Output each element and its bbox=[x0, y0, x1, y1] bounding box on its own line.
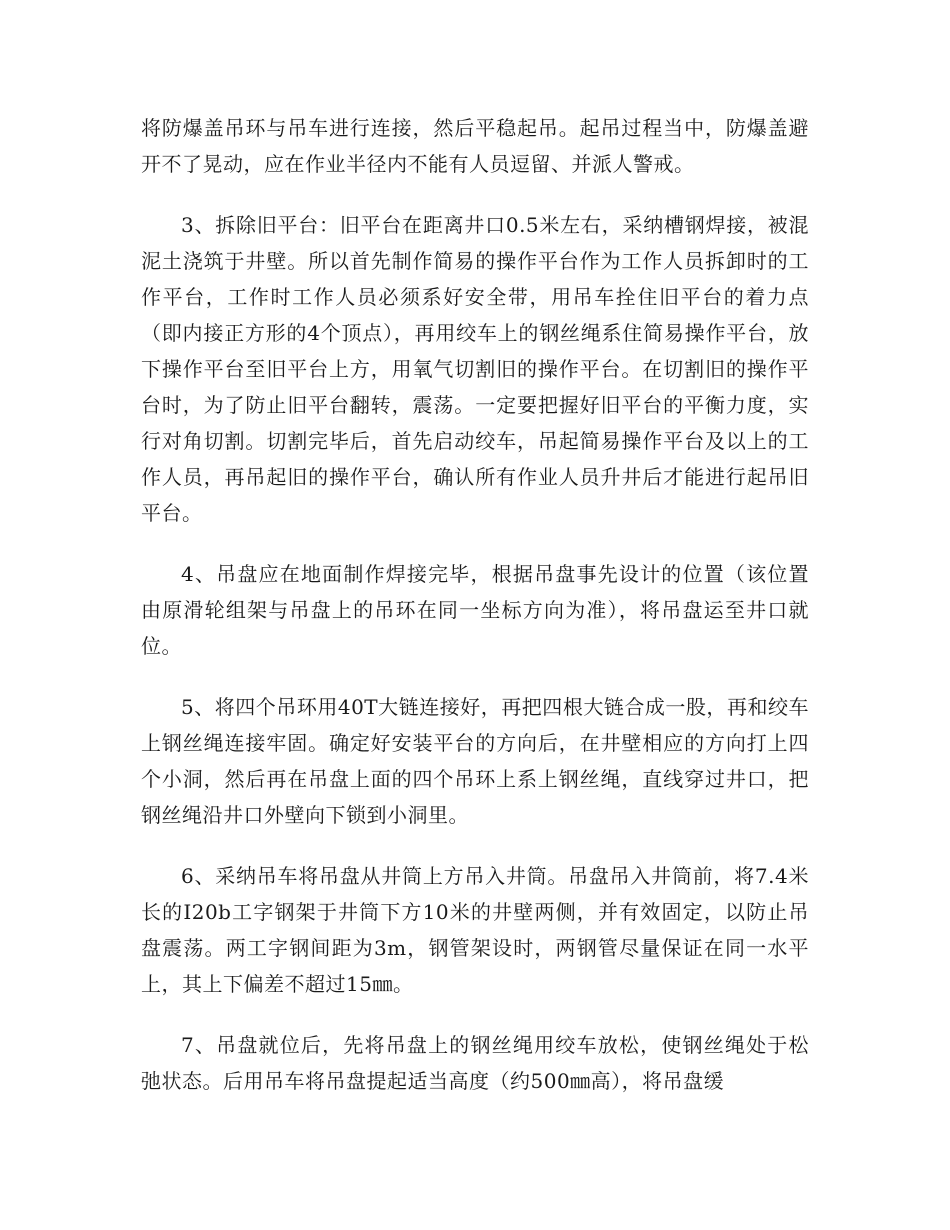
paragraph-step-5: 5、将四个吊环用40T大链连接好，再把四根大链合成一股，再和绞车上钢丝绳连接牢固。确定好安装平台的方向后，在井壁相应的方向打上四个小洞，然后再在吊盘上面的四个吊环上系上钢丝绳，直线穿过井口，把钢丝绳沿井口外壁向下锁到小洞里。 bbox=[141, 695, 809, 827]
paragraph-step-4: 4、吊盘应在地面制作焊接完毕，根据吊盘事先设计的位置（该位置由原滑轮组架与吊盘上的吊环在同一坐标方向为准），将吊盘运至井口就位。 bbox=[141, 562, 809, 658]
paragraph-step-7: 7、吊盘就位后，先将吊盘上的钢丝绳用绞车放松，使钢丝绳处于松弛状态。后用吊车将吊盘提起适当高度（约500㎜高），将吊盘缓 bbox=[141, 1033, 809, 1093]
paragraph-step-3: 3、拆除旧平台：旧平台在距离井口0.5米左右，采纳槽钢焊接，被混泥土浇筑于井壁。所以首先制作简易的操作平台作为工作人员拆卸时的工作平台，工作时工作人员必须系好安全带，用吊车拴住旧平台的着力点（即内接正方形的4个顶点），再用绞车上的钢丝绳系住简易操作平台，放下操作平台至旧平台上方，用氧气切割旧的操作平台。在切割旧的操作平台时，为了防止旧平台翻转，震荡。一定要把握好旧平台的平衡力度，实行对角切割。切割完毕后，首先启动绞车，吊起简易操作平台及以上的工作人员，再吊起旧的操作平台，确认所有作业人员升井后才能进行起吊旧平台。 bbox=[141, 213, 809, 525]
paragraph-step-6: 6、采纳吊车将吊盘从井筒上方吊入井筒。吊盘吊入井筒前，将7.4米长的I20b工字钢架于井筒下方10米的井壁两侧，并有效固定，以防止吊盘震荡。两工字钢间距为3m，钢管架设时，两钢管尽量保证在同一水平上，其上下偏差不超过15㎜。 bbox=[141, 864, 809, 996]
document-body bbox=[141, 110, 809, 1124]
paragraph-continuation: 将防爆盖吊环与吊车进行连接，然后平稳起吊。起吊过程当中，防爆盖避开不了晃动，应在作业半径内不能有人员逗留、并派人警戒。 bbox=[141, 116, 809, 176]
